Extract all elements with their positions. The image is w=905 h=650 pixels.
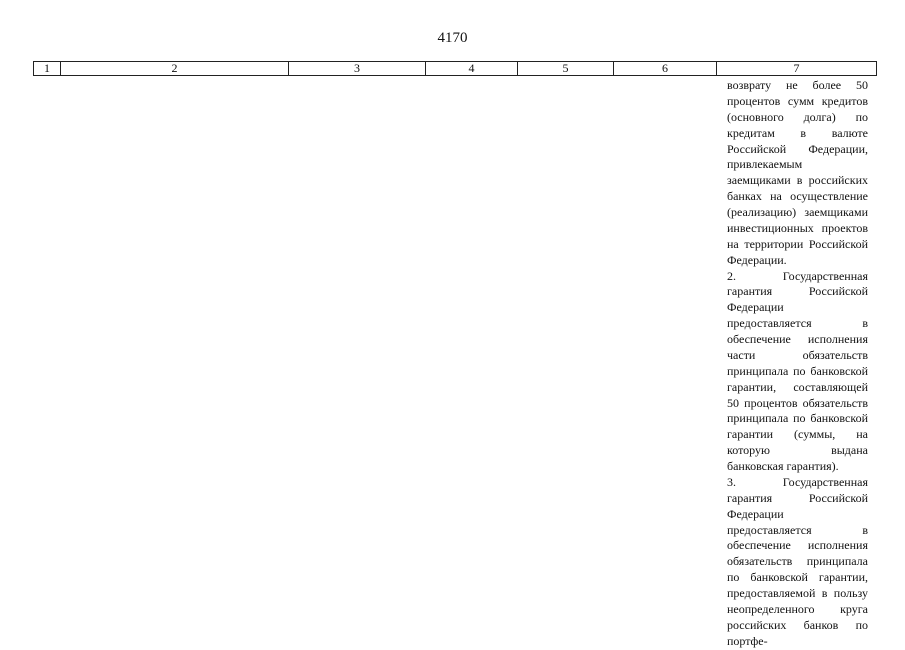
column-number-2: 2: [61, 62, 289, 76]
column-number-3: 3: [289, 62, 426, 76]
column-number-6: 6: [614, 62, 717, 76]
column-number-4: 4: [426, 62, 518, 76]
page-number: 4170: [437, 30, 468, 46]
paragraph-3: 3. Государственная гарантия Российской Федерации предоставляется в обеспечение исполнения обязательств принципала по банковской гарантии, предоставляемой в пользу неопределенного круга российских банков по портфе-: [727, 474, 868, 648]
column-7-text: [727, 78, 868, 650]
paragraph-continuation: возврату не более 50 процентов сумм кредитов (основного долга) по кредитам в валюте Российской Федерации, привлекаемым заемщиками в российских банках на осуществление (реализацию) заемщиками инвестиционных проектов на территории Российской Федерации.: [727, 78, 868, 267]
table-column-numbers: [33, 61, 877, 76]
column-number-row: [34, 62, 877, 76]
paragraph-2: 2. Государственная гарантия Российской Федерации предоставляется в обеспечение исполнения части обязательств принципала по банковской гарантии, составляющей 50 процентов обязательств принципала по банковской гарантии (суммы, на которую выдана банковская гарантия).: [727, 268, 868, 473]
column-number-1: 1: [34, 62, 61, 76]
column-number-7: 7: [717, 62, 877, 76]
column-number-5: 5: [518, 62, 614, 76]
